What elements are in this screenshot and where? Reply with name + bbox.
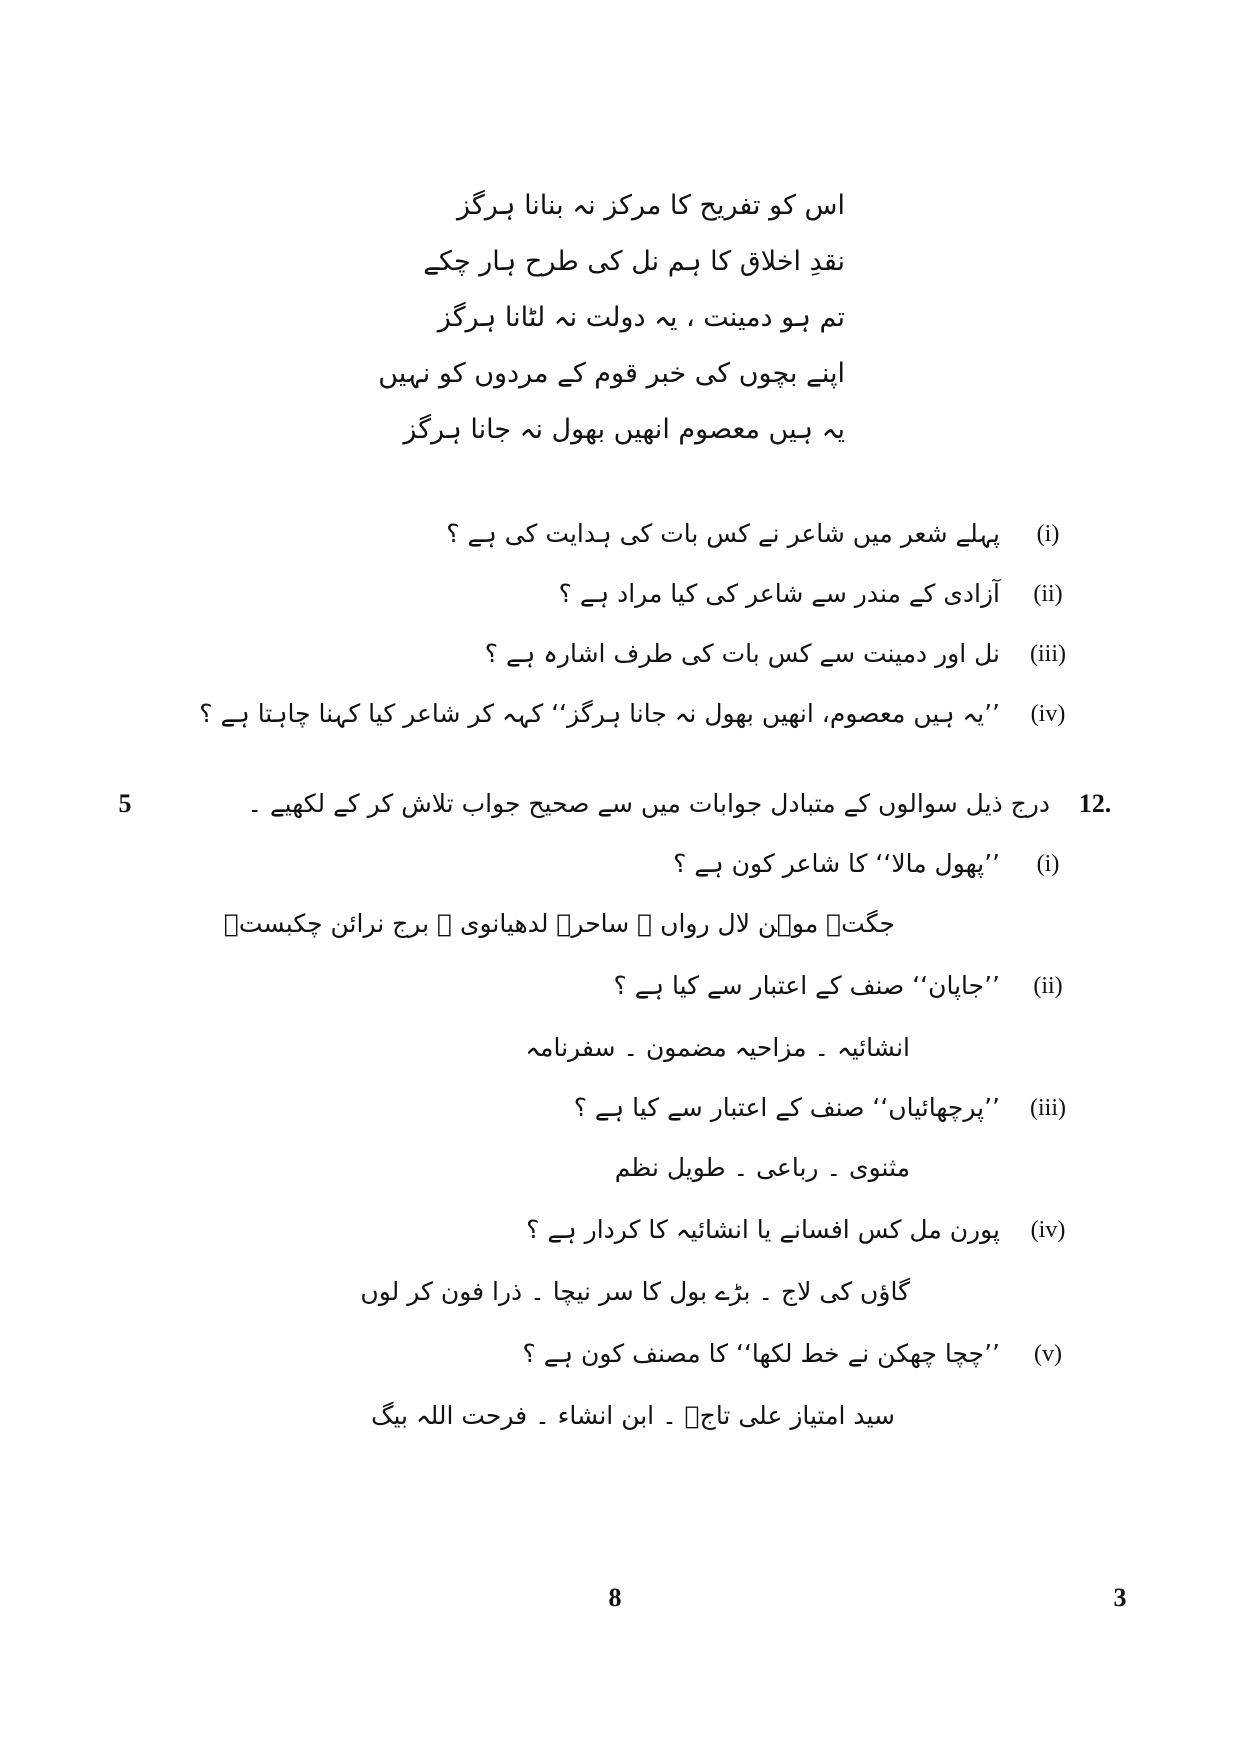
- question-text: ’’یہ ہیں معصوم، انھیں بھول نہ جانا ہرگز‘‘ کہہ کر شاعر کیا کہنا چاہتا ہے ؟: [199, 699, 1000, 728]
- answer-options: مثنوی ۔ رباعی ۔ طویل نظم: [614, 1153, 910, 1182]
- part-label: (i): [1036, 851, 1060, 877]
- question-number: 12.: [1078, 789, 1112, 818]
- question-instruction: درج ذیل سوالوں کے متبادل جوابات میں سے صحیح جواب تلاش کر کے لکھیے ۔: [247, 789, 1050, 818]
- part-label: (iii): [1030, 1095, 1066, 1121]
- poem-line: اپنے بچوں کی خبر قوم کے مردوں کو نہیں: [378, 358, 845, 389]
- poem-line: تم ہو دمینت ، یہ دولت نہ لٹانا ہرگز: [437, 302, 845, 333]
- part-label: (iii): [1030, 641, 1066, 667]
- question-text: ’’پھول مالا‘‘ کا شاعر کون ہے ؟: [673, 849, 1000, 878]
- poem-line: نقدِ اخلاق کا ہم نل کی طرح ہار چکے: [423, 246, 845, 277]
- answer-options: انشائیہ ۔ مزاحیہ مضمون ۔ سفرنامہ: [525, 1033, 910, 1062]
- part-label: (iv): [1030, 1217, 1066, 1243]
- page-code: 8: [608, 1583, 622, 1612]
- page-number: 3: [1113, 1583, 1127, 1612]
- marks: 5: [118, 789, 132, 818]
- answer-options: سید امتیاز علی تاجؔ ۔ ابن انشاء ۔ فرحت اللہ بیگ: [371, 1401, 895, 1430]
- question-text: آزادی کے مندر سے شاعر کی کیا مراد ہے ؟: [558, 579, 1000, 608]
- poem-line: یہ ہیں معصوم انھیں بھول نہ جانا ہرگز: [403, 414, 845, 445]
- question-text: نل اور دمینت سے کس بات کی طرف اشارہ ہے ؟: [484, 639, 1000, 668]
- poem-line: اس کو تفریح کا مرکز نہ بنانا ہرگز: [457, 190, 845, 221]
- question-text: پورن مل کس افسانے یا انشائیہ کا کردار ہے ؟: [526, 1215, 1000, 1244]
- part-label: (i): [1036, 521, 1060, 547]
- part-label: (ii): [1033, 973, 1063, 999]
- answer-options: جگتؔ موہن لال رواں ۔ ساحرؔ لدھیانوی ۔ برج نرائن چکبستؔ: [223, 909, 895, 938]
- question-text: پہلے شعر میں شاعر نے کس بات کی ہدایت کی ہے ؟: [446, 519, 1000, 548]
- part-label: (ii): [1033, 581, 1063, 607]
- question-text: ’’پرچھائیاں‘‘ صنف کے اعتبار سے کیا ہے ؟: [573, 1093, 1000, 1122]
- part-label: (v): [1034, 1341, 1062, 1367]
- question-text: ’’جاپان‘‘ صنف کے اعتبار سے کیا ہے ؟: [613, 971, 1000, 1000]
- question-text: ’’چچا چھکن نے خط لکھا‘‘ کا مصنف کون ہے ؟: [522, 1339, 1000, 1368]
- answer-options: گاؤں کی لاج ۔ بڑے بول کا سر نیچا ۔ ذرا فون کر لوں: [360, 1277, 910, 1306]
- part-label: (iv): [1030, 701, 1066, 727]
